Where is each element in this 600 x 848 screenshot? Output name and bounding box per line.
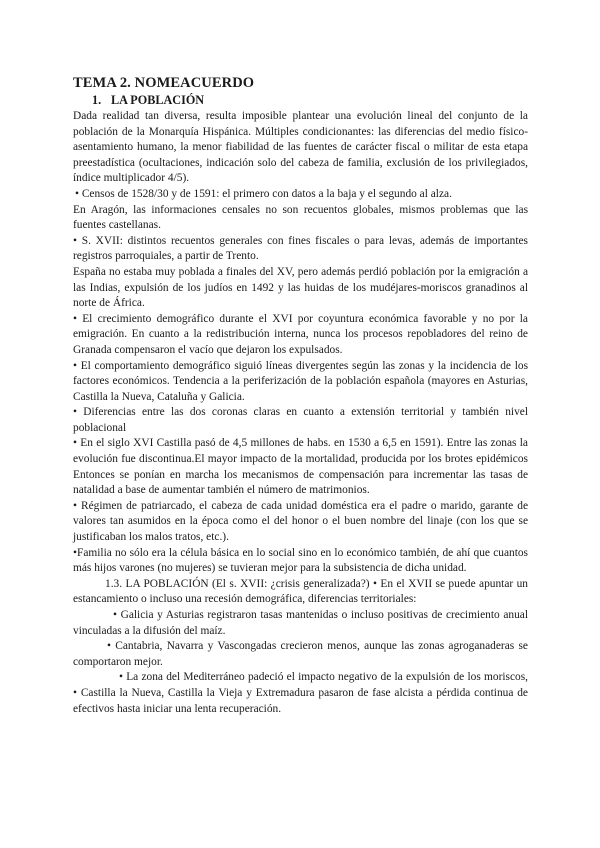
paragraph-censos: • Censos de 1528/30 y de 1591: el primero con datos a la baja y el segundo al alza. <box>75 187 452 200</box>
document-page <box>73 74 528 717</box>
paragraph-familia: •Familia no sólo era la célula básica en lo social sino en lo económico también, de ahí que cuantos más hijos varones (no mujeres) se tuvieran mejor para la subsistencia de dicha unidad. <box>73 546 528 575</box>
paragraph-siglo-xvii: 1.3. LA POBLACIÓN (El s. XVII: ¿crisis generalizada?) • En el XVII se puede apuntar un estancamiento o incluso una recesión demográfica, diferencias territoriales: <box>73 577 528 606</box>
paragraph-aragon: En Aragón, las informaciones censales no son recuentos globales, mismos problemas que las fuentes castellanas. <box>73 203 528 232</box>
paragraph-s-xvii: • S. XVII: distintos recuentos generales con fines fiscales o para levas, además de importantes registros parroquiales, a partir de Trento. <box>73 234 528 263</box>
paragraph-comportamiento: • El comportamiento demográfico siguió líneas divergentes según las zonas y la incidencia de los factores económicos. Tendencia a la periferización de la población española (mayores en Asturias, Castilla la Nueva, Cataluña y Galicia. <box>73 359 528 403</box>
paragraph-galicia: • Galicia y Asturias registraron tasas mantenidas o incluso positivas de crecimiento anual vinculadas a la difusión del maíz. <box>73 609 528 637</box>
paragraph-coronas: • Diferencias entre las dos coronas claras en cuanto a extensión territorial y también nivel poblacional <box>73 406 528 434</box>
paragraph-castilla: • En el siglo XVI Castilla pasó de 4,5 millones de habs. en 1530 a 6,5 en 1591). Entre las zonas la evolución fue discontinua.El mayor impacto de la mortalidad, producida por los brotes epidémicos Entonces se ponían en marcha los mecanismos de compensación para incrementar las tasas de natalidad a base de aumentar también el número de matrimonios. <box>73 437 528 497</box>
paragraph-mediterraneo: • La zona del Mediterráneo padeció el impacto negativo de la expulsión de los moriscos, • Castilla la Nueva, Castilla la Vieja y Extremadura pasaron de fase alcista a pérdida continua de efectivos hasta iniciar una lenta recuperación. <box>73 671 528 715</box>
section-heading <box>73 92 528 108</box>
paragraph-intro: Dada realidad tan diversa, resulta imposible plantear una evolución lineal del conjunto de la población de la Monarquía Hispánica. Múltiples condicionantes: las diferencias del medio físico-asentamiento humano, la menor fiabilidad de las fuentes de carácter fiscal o militar de esta etapa preestadística (ocultaciones, indicación solo del cabeza de familia, exclusión de los privilegiados, índice multiplicador 4/5). <box>73 110 528 185</box>
paragraph-espana: España no estaba muy poblada a finales del XV, pero además perdió población por la emigración a las Indias, expulsión de los judíos en 1492 y las huidas de los mudéjares-moriscos granadinos al norte de África. <box>73 265 528 310</box>
paragraph-patriarcado: • Régimen de patriarcado, el cabeza de cada unidad doméstica era el padre o marido, garante de valores tan asumidos en la época como el del honor o el buen nombre del linaje (con los que se justificaban los malos tratos, etc.). <box>73 499 528 544</box>
section-number: 1. <box>92 93 102 107</box>
document-title: TEMA 2. NOMEACUERDO <box>73 75 255 91</box>
paragraph-crecimiento: • El crecimiento demográfico durante el XVI por coyuntura económica favorable y no por la emigración. En cuanto a la redistribución interna, nunca los procesos repobladores del reino de Granada compensaron el vacío que dejaron los expulsados. <box>73 312 528 356</box>
paragraph-cantabria: • Cantabria, Navarra y Vascongadas crecieron menos, aunque las zonas agroganaderas se comportaron mejor. <box>73 640 528 668</box>
section-title: LA POBLACIÓN <box>111 93 205 107</box>
